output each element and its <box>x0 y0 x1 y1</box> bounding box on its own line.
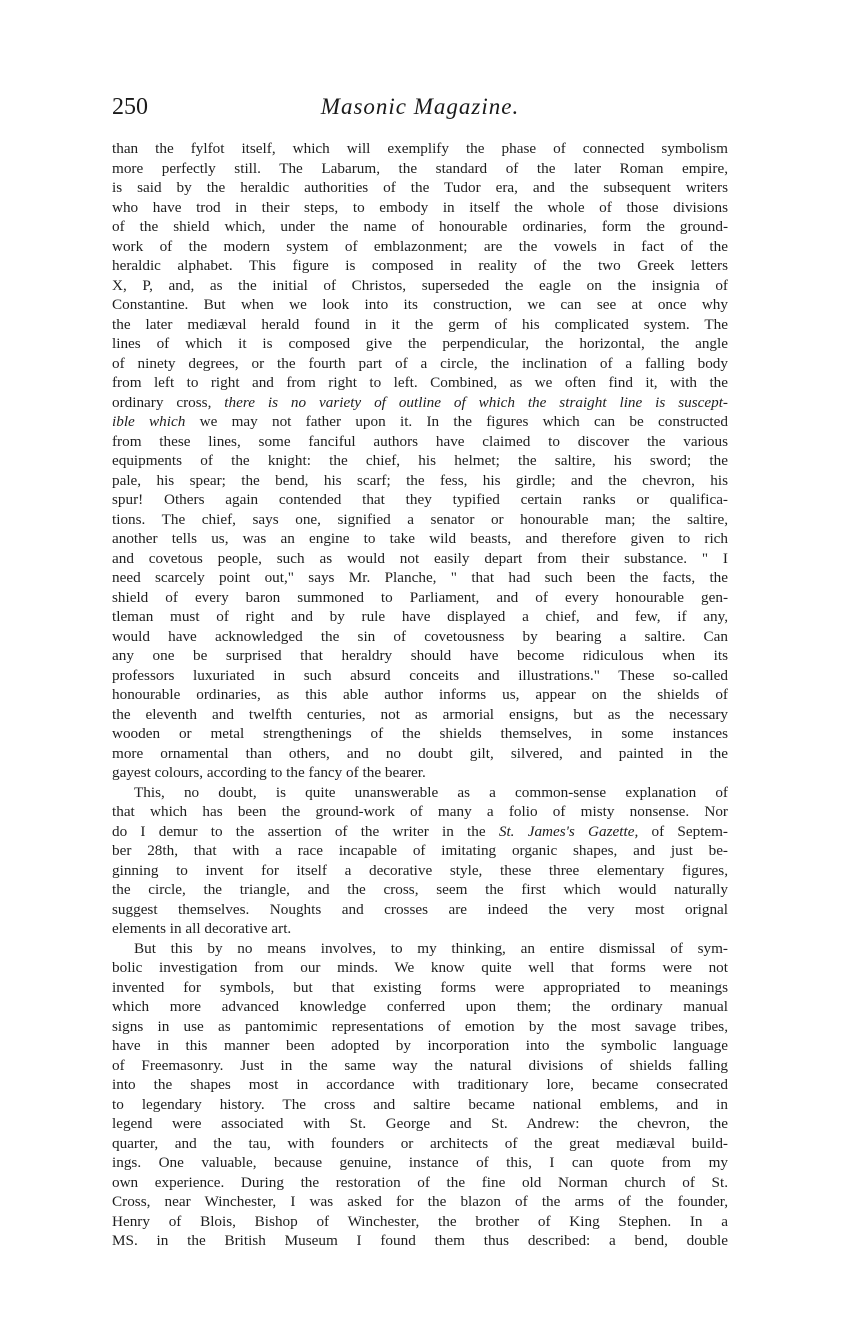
paragraph <box>112 139 728 783</box>
text-segment: Henry of Blois, Bishop of Winchester, the brother of King Stephen. In a <box>112 1212 728 1230</box>
text-segment: lines of which it is composed give the perpendicular, the horizontal, the angle <box>112 335 728 352</box>
text-segment: to legendary history. The cross and saltire became national emblems, and in <box>112 1095 728 1113</box>
text-segment: which more advanced knowledge conferred upon them; the ordinary manual <box>112 998 728 1015</box>
text-segment: quarter, and the tau, with founders or architects of the great mediæval build- <box>112 1134 728 1152</box>
text-line <box>112 900 728 920</box>
text-segment: ings. One valuable, because genuine, instance of this, I can quote from my <box>112 1154 728 1171</box>
text-line <box>112 373 728 393</box>
text-segment: than the fylfot itself, which will exemplify the phase of connected symbolism <box>112 140 728 157</box>
text-segment: more ornamental than others, and no doubt gilt, silvered, and painted in the <box>112 744 728 762</box>
text-segment: who have trod in their steps, to embody in itself the whole of those divisions <box>112 198 728 216</box>
text-segment: This, no doubt, is quite unanswerable as a common-sense explanation of <box>134 783 728 801</box>
page-number: 250 <box>112 94 148 120</box>
text-segment: legend were associated with St. George and St. Andrew: the chevron, the <box>112 1115 728 1132</box>
text-segment: is said by the heraldic authorities of the Tudor era, and the subsequent writers <box>112 179 728 196</box>
text-segment: ible which <box>112 413 186 430</box>
page-header <box>112 92 728 122</box>
paragraph <box>112 783 728 939</box>
text-segment: there is no variety of outline of which the straight line is suscept- <box>224 393 728 411</box>
text-line <box>112 724 728 744</box>
text-line <box>112 939 728 959</box>
text-segment: honourable ordinaries, as this able author informs us, appear on the shields of <box>112 686 728 703</box>
text-segment: into the shapes most in accordance with traditionary lore, became consecrated <box>112 1076 728 1093</box>
text-line <box>112 529 728 549</box>
text-segment: ordinary cross, <box>112 393 225 411</box>
text-line <box>112 276 728 296</box>
text-segment: St. James's Gazette, <box>498 822 639 840</box>
text-segment: any one be surprised that heraldry should have become ridiculous when its <box>112 647 728 664</box>
text-segment: own experience. During the restoration of the fine old Norman church of St. <box>112 1173 728 1191</box>
text-line <box>112 997 728 1017</box>
text-segment: wooden or metal strengthenings of the shields themselves, in some instances <box>112 725 728 742</box>
text-segment: invented for symbols, but that existing forms were appropriated to meanings <box>112 978 728 996</box>
text-line <box>112 841 728 861</box>
text-line <box>112 685 728 705</box>
text-segment: ginning to invent for itself a decorative style, these three elementary figures, <box>112 861 728 879</box>
text-line <box>112 510 728 530</box>
article-body <box>112 139 728 1251</box>
text-line <box>112 861 728 881</box>
text-line <box>112 568 728 588</box>
text-line <box>112 139 728 159</box>
text-line <box>112 646 728 666</box>
text-segment: of Freemasonry. Just in the same way the natural divisions of shields falling <box>112 1056 728 1074</box>
paragraph <box>112 939 728 1251</box>
text-segment: the circle, the triangle, and the cross, seem the first which would naturally <box>112 881 728 898</box>
text-segment: ber 28th, that with a race incapable of imitating organic shapes, and just be- <box>112 842 728 859</box>
text-segment: do I demur to the assertion of the writer in the <box>112 822 499 840</box>
text-segment: we may not father upon it. In the figures which can be constructed <box>185 413 728 430</box>
text-line <box>112 763 728 783</box>
text-line <box>112 1173 728 1193</box>
text-line <box>112 1134 728 1154</box>
running-title: Masonic Magazine. <box>320 94 520 119</box>
text-segment: from these lines, some fanciful authors have claimed to discover the various <box>112 432 728 450</box>
text-line <box>112 1095 728 1115</box>
text-segment: the later mediæval herald found in it the germ of his complicated system. The <box>112 315 728 333</box>
text-segment: of Septem- <box>638 822 728 840</box>
text-line <box>112 1231 728 1251</box>
text-line <box>112 705 728 725</box>
text-line <box>112 1036 728 1056</box>
text-line <box>112 256 728 276</box>
text-segment: would have acknowledged the sin of covetousness by bearing a saltire. Can <box>112 627 728 645</box>
text-line <box>112 978 728 998</box>
text-line <box>112 1192 728 1212</box>
text-line <box>112 1017 728 1037</box>
text-line <box>112 549 728 569</box>
text-segment: spur! Others again contended that they typified certain ranks or qualifica- <box>112 491 728 508</box>
text-segment: and covetous people, such as would not easily depart from their substance. " I <box>112 549 728 567</box>
text-segment: work of the modern system of emblazonment; are the vowels in fact of the <box>112 237 728 255</box>
text-line <box>112 315 728 335</box>
text-line <box>112 354 728 374</box>
text-segment: gayest colours, according to the fancy of the bearer. <box>112 764 426 781</box>
text-line <box>112 958 728 978</box>
text-segment: bolic investigation from our minds. We know quite well that forms were not <box>112 959 728 976</box>
text-line <box>112 802 728 822</box>
text-line <box>112 490 728 510</box>
text-segment: tions. The chief, says one, signified a senator or honourable man; the saltire, <box>112 510 728 528</box>
text-line <box>112 919 728 939</box>
text-line <box>112 880 728 900</box>
text-segment: X, P, and, as the initial of Christos, superseded the eagle on the insignia of <box>112 276 728 294</box>
text-line <box>112 1114 728 1134</box>
text-line <box>112 471 728 491</box>
text-segment: equipments of the knight: the chief, his helmet; the saltire, his sword; the <box>112 452 728 469</box>
text-line <box>112 159 728 179</box>
text-line <box>112 295 728 315</box>
text-segment: MS. in the British Museum I found them thus described: a bend, double <box>112 1232 728 1249</box>
text-segment: shield of every baron summoned to Parliament, and of every honourable gen- <box>112 588 728 606</box>
text-line <box>112 627 728 647</box>
text-line <box>112 607 728 627</box>
text-line <box>112 237 728 257</box>
text-line <box>112 432 728 452</box>
text-line <box>112 783 728 803</box>
text-segment: more perfectly still. The Labarum, the standard of the later Roman empire, <box>112 159 728 177</box>
text-line <box>112 1212 728 1232</box>
text-segment: Constantine. But when we look into its construction, we can see at once why <box>112 296 728 313</box>
text-segment: Cross, near Winchester, I was asked for the blazon of the arms of the founder, <box>112 1193 728 1210</box>
text-segment: of the shield which, under the name of honourable ordinaries, form the ground- <box>112 218 728 235</box>
text-line <box>112 1056 728 1076</box>
text-line <box>112 198 728 218</box>
text-line <box>112 393 728 413</box>
text-line <box>112 1075 728 1095</box>
text-segment: But this by no means involves, to my thinking, an entire dismissal of sym- <box>134 939 728 957</box>
text-line <box>112 588 728 608</box>
text-line <box>112 744 728 764</box>
text-segment: professors luxuriated in such absurd conceits and illustrations." These so-called <box>112 666 728 684</box>
text-segment: elements in all decorative art. <box>112 920 292 937</box>
text-segment: signs in use as pantomimic representations of emotion by the most savage tribes, <box>112 1017 728 1035</box>
text-segment: of ninety degrees, or the fourth part of a circle, the inclination of a falling body <box>112 354 728 372</box>
text-segment: have in this manner been adopted by incorporation into the symbolic language <box>112 1037 728 1054</box>
text-line <box>112 451 728 471</box>
text-segment: the eleventh and twelfth centuries, not as armorial ensigns, but as the necessary <box>112 705 728 723</box>
text-line <box>112 217 728 237</box>
text-segment: another tells us, was an engine to take wild beasts, and therefore given to rich <box>112 530 728 547</box>
text-segment: pale, his spear; the bend, his scarf; the fess, his girdle; and the chevron, his <box>112 471 728 489</box>
text-line <box>112 178 728 198</box>
text-line <box>112 412 728 432</box>
text-segment: from left to right and from right to left. Combined, as we often find it, with the <box>112 374 728 391</box>
text-segment: need scarcely point out," says Mr. Planche, " that had such been the facts, the <box>112 569 728 586</box>
text-segment: heraldic alphabet. This figure is composed in reality of the two Greek letters <box>112 257 728 274</box>
text-line <box>112 666 728 686</box>
text-segment: that which has been the ground-work of many a folio of misty nonsense. Nor <box>112 803 728 820</box>
text-line <box>112 334 728 354</box>
text-segment: suggest themselves. Noughts and crosses are indeed the very most orignal <box>112 900 728 918</box>
text-line <box>112 822 728 842</box>
text-segment: tleman must of right and by rule have displayed a chief, and few, if any, <box>112 608 728 625</box>
text-line <box>112 1153 728 1173</box>
